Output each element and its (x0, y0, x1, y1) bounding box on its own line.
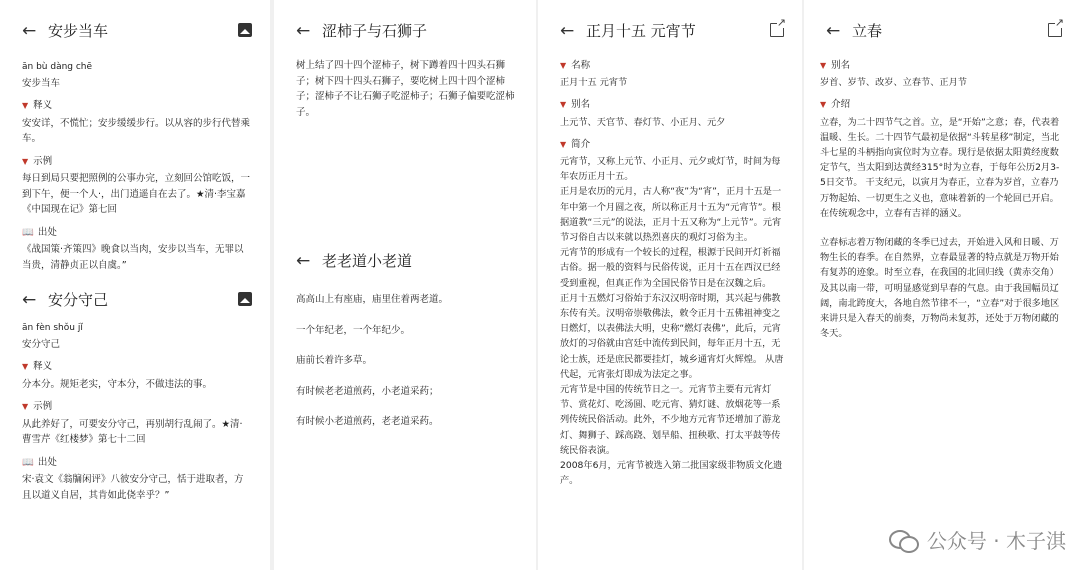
back-arrow-icon[interactable]: ← (296, 251, 311, 271)
watermark-text: 公众号 · 木子淇 (926, 529, 1066, 553)
alias-text: 上元节、天官节、春灯节、小正月、元夕 (560, 116, 726, 128)
section-heading: ▼ 释义 (22, 100, 53, 111)
solar-term-panel (804, 0, 1080, 570)
twister-line: 有时候老老道煎药，小老道采药； (296, 385, 439, 397)
page-title: 老老道小老道 (322, 252, 413, 270)
section-heading: ▼ 别名 (820, 60, 851, 71)
intro-paragraph: 元宵节是中国的传统节日之一。元宵节主要有元宵灯节、赏花灯、吃汤圆、吃元宵、猜灯谜、放烟花等一系列传统民俗活动。此外，不少地方元宵节还增加了游龙灯、舞狮子、踩高跷、划旱船、扭秧歌、打太平鼓等传统民俗表演。 (560, 384, 781, 456)
triangle-down-icon: ▼ (820, 100, 827, 110)
word: 安分守己 (22, 338, 61, 350)
source-text: 宋·袁文《翁牖闲评》八彼安分守己，恬于进取者，方且以道义自居，其肯如此侥幸乎？” (22, 474, 244, 501)
back-arrow-icon[interactable]: ← (22, 21, 37, 41)
app-bar (274, 0, 536, 62)
back-arrow-icon[interactable]: ← (296, 21, 311, 41)
section-heading: 📖 出处 (22, 456, 57, 468)
section-heading: 📖 出处 (22, 226, 57, 238)
alias-text: 岁首、岁节、改岁、立春节、正月节 (820, 77, 967, 89)
intro-paragraph: 立春，为二十四节气之首。立，是“开始”之意；春，代表着温暖、生长。二十四节气最初是依据“斗转星移”制定，当北斗七星的斗柄指向寅位时为立春。现行是依据太阳黄经度数定节气，当太阳到达黄经315°时为立春，于每年公历2月3-5日交节。 干支纪元，以寅月为春正，立春为岁首，立春乃万物起始、一切更生之义也，意味着新的一个轮回已开启。在传统观念中，立春有吉祥的涵义。 (820, 116, 1060, 219)
triangle-down-icon: ▼ (22, 362, 29, 371)
idiom-panel (0, 0, 270, 570)
section-heading: ▼ 简介 (560, 138, 591, 150)
app-bar (804, 0, 1080, 62)
back-arrow-icon[interactable]: ← (22, 290, 37, 310)
word: 安步当车 (22, 77, 61, 89)
book-icon: 📖 (22, 226, 34, 238)
image-icon[interactable] (238, 292, 252, 306)
twister-line: 有时候小老道煎药，老老道采药。 (296, 416, 439, 427)
triangle-down-icon: ▼ (22, 402, 29, 411)
app-bar (0, 277, 270, 329)
page-title: 正月十五 元宵节 (586, 22, 696, 40)
wechat-logo-icon (889, 528, 919, 552)
page-title: 立春 (852, 22, 883, 40)
intro-paragraph: 正月是农历的元月，古人称“夜”为“宵”，正月十五是一年中第一个月圆之夜，所以称正月十五为“元宵节”。根据道教“三元”的说法，正月十五又称为“上元节”。元宵节习俗自古以来就以热烈喜庆的观灯习俗为主。 (560, 186, 782, 244)
section-heading: ▼ 介绍 (820, 99, 851, 111)
intro-paragraph: 正月十五燃灯习俗始于东汉汉明帝时期，其兴起与佛教东传有关。汉明帝崇敬佛法，敕令正月十五佛祖神变之日燃灯，以表佛法大明，史称“燃灯表佛”，此后，元宵放灯的习俗就由宫廷中流传到民间，每年正月十五，无论士族，还是庶民都要挂灯，城乡通宵灯火辉煌。 从唐代起，元宵张灯即成为法定之事。 (560, 292, 784, 380)
book-icon: 📖 (22, 456, 34, 468)
image-icon[interactable] (238, 23, 252, 37)
section-heading: ▼ 释义 (22, 361, 53, 372)
triangle-down-icon: ▼ (22, 156, 29, 166)
page-title: 安分守己 (48, 291, 109, 309)
pinyin: ān fèn shǒu jǐ (22, 323, 83, 333)
section-heading: ▼ 别名 (560, 99, 591, 111)
watermark (889, 525, 1066, 554)
open-external-icon[interactable] (1048, 23, 1062, 37)
back-arrow-icon[interactable]: ← (560, 21, 575, 41)
intro-paragraph: 元宵节的形成有一个较长的过程，根源于民间开灯祈福古俗。据一般的资料与民俗传说，正月十五在西汉已经受到重视，但真正作为全国民俗节日是在汉魏之后。 (560, 247, 781, 289)
twister-line: 一个年纪老，一个年纪少。 (296, 324, 411, 336)
app-bar (0, 0, 270, 62)
triangle-down-icon: ▼ (560, 139, 567, 149)
twister-text: 树上结了四十四个涩柿子，树下蹲着四十四头石狮子；树下四十四头石狮子，要吃树上四十四个涩柿子；涩柿子不让石狮子吃涩柿子；石狮子偏要吃涩柿子。 (296, 60, 515, 118)
festival-panel (538, 0, 802, 570)
triangle-down-icon: ▼ (560, 61, 567, 70)
page-title: 涩柿子与石狮子 (322, 22, 428, 40)
twister-line: 庙前长着许多草。 (296, 355, 373, 366)
twister-line: 高高山上有座庙，庙里住着两老道。 (296, 294, 449, 305)
back-arrow-icon[interactable]: ← (826, 21, 841, 41)
intro-paragraph: 立春标志着万物闭藏的冬季已过去，开始进入风和日暖、万物生长的春季。在自然界，立春最显著的特点就是万物开始有复苏的迹象。时至立春，在我国的北回归线（黄赤交角）及其以南一带，可明显感觉到早春的气息。由于我国幅员辽阔，南北跨度大，各地自然节律不一，“立春”对于很多地区来讲只是入春天的前奏，万物尚未复苏，还处于万物闭藏的冬天。 (820, 237, 1060, 340)
pinyin: ān bù dàng chē (22, 62, 93, 72)
meaning-text: 安安详，不慌忙；安步缓缓步行。以从容的步行代替乘车。 (22, 117, 251, 144)
triangle-down-icon: ▼ (560, 100, 567, 110)
page-title: 安步当车 (48, 22, 109, 40)
app-bar (274, 242, 536, 292)
name-text: 正月十五 元宵节 (560, 77, 628, 89)
meaning-text: 分本分。规矩老实，守本分，不做违法的事。 (22, 378, 213, 390)
triangle-down-icon: ▼ (820, 61, 827, 70)
source-text: 《战国策·齐策四》晚食以当肉，安步以当车，无罪以当贵，清静贞正以自虞。” (22, 244, 244, 271)
section-heading: ▼ 示例 (22, 401, 53, 412)
triangle-down-icon: ▼ (22, 101, 29, 110)
example-text: 从此养好了，可要安分守己，再别胡行乱闹了。★清·曹雪芹《红楼梦》第七十二回 (22, 418, 243, 445)
tongue-twister-panel (274, 0, 536, 570)
intro-paragraph: 元宵节，又称上元节、小正月、元夕或灯节，时间为每年农历正月十五。 (560, 156, 781, 183)
app-bar (538, 0, 802, 62)
intro-paragraph: 2008年6月，元宵节被选入第二批国家级非物质文化遗产。 (560, 460, 783, 487)
open-external-icon[interactable] (770, 23, 784, 37)
section-heading: ▼ 示例 (22, 155, 53, 167)
example-text: 每日到局只要把照例的公事办完，立刻回公馆吃饭，一到下午，便一个人·，出门逍遥自在去了。★清·李宝嘉《中国现在记》第七回 (22, 173, 251, 215)
section-heading: ▼ 名称 (560, 60, 591, 71)
